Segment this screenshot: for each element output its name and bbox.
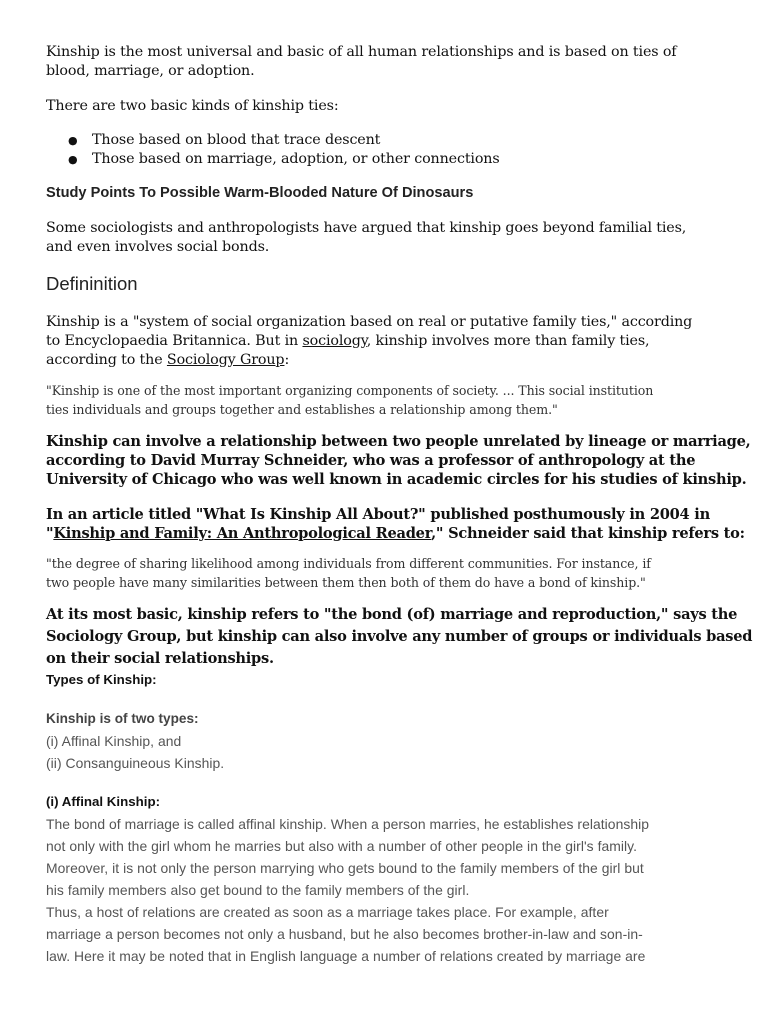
intro-paragraph: Kinship is the most universal and basic of all human relationships and is based on ties of blood, marriage, or adoption. — [46, 44, 677, 79]
affinal-heading: (i) Affinal Kinship: — [46, 794, 160, 809]
kinship-ties-lead: There are two basic kinds of kinship ties: — [46, 98, 339, 114]
social-bonds-paragraph: Some sociologists and anthropologists have argued that kinship goes beyond familial ties, and even involves social bonds. — [46, 220, 687, 255]
types-list: Kinship is of two types: (i) Affinal Kinship, and (ii) Consanguineous Kinship. — [46, 708, 726, 774]
related-article-link[interactable]: Study Points To Possible Warm-Blooded Nature Of Dinosaurs — [46, 185, 474, 201]
blockquote-sharing: "the degree of sharing likelihood among individuals from different communities. For instance, if two people have many similarities between them then both of them do have a bond of kinship." — [46, 556, 651, 590]
types-heading: Types of Kinship: — [46, 672, 157, 687]
article-reference-paragraph: In an article titled "What Is Kinship All About?" published posthumously in 2004 in "Kinship and Family: An Anthropological Reader," Schneider said that kinship refers to: — [46, 506, 745, 542]
definition-paragraph: Kinship is a "system of social organization based on real or putative family ties," according to Encyclopaedia Britannica. But in sociology, kinship involves more than family ties, according to the Sociology Group: — [46, 314, 693, 368]
list-item: ● Those based on blood that trace descent — [68, 132, 381, 148]
definition-heading: Defininition — [46, 273, 138, 294]
bullet-icon: ● — [68, 134, 78, 147]
list-item: (ii) Consanguineous Kinship. — [46, 755, 225, 771]
kinship-and-family-link[interactable]: Kinship and Family: An Anthropological Reader — [53, 525, 432, 542]
schneider-paragraph: Kinship can involve a relationship between two people unrelated by lineage or marriage, according to David Murray Schneider, who was a professor of anthropology at the University of Chicago who was well known in academic circles for his studies of kinship. — [46, 433, 751, 488]
sociology-link[interactable]: sociology — [302, 333, 367, 349]
bullet-icon: ● — [68, 153, 78, 166]
sociology-group-link[interactable]: Sociology Group — [166, 352, 285, 368]
blockquote-society: "Kinship is one of the most important organizing components of society. ... This social institution ties individuals and groups together and establishes a relationship among them." — [46, 383, 654, 417]
kinship-ties-list — [46, 131, 726, 169]
list-item: ● Those based on marriage, adoption, or other connections — [68, 151, 500, 167]
basic-kinship-paragraph: At its most basic, kinship refers to "the bond (of) marriage and reproduction," says the Sociology Group, but kinship can also involve any number of groups or individuals based on their social relationships. — [46, 606, 753, 667]
list-item: (i) Affinal Kinship, and — [46, 733, 182, 749]
affinal-body: The bond of marriage is called affinal kinship. When a person marries, he establishes relationship not only with the girl whom he marries but also with a number of other people in the girl's family. Moreover, it is not only the person marrying who gets bound to the family members of the girl but his family members also get bound to the family members of the girl. Thus, a host of relations are created as soon as a marriage takes place. For example, after marriage a person becomes not only a husband, but he also becomes brother-in-law and son-in- law. Here it may be noted that in English language a number of relations created by marriage are — [46, 816, 650, 964]
